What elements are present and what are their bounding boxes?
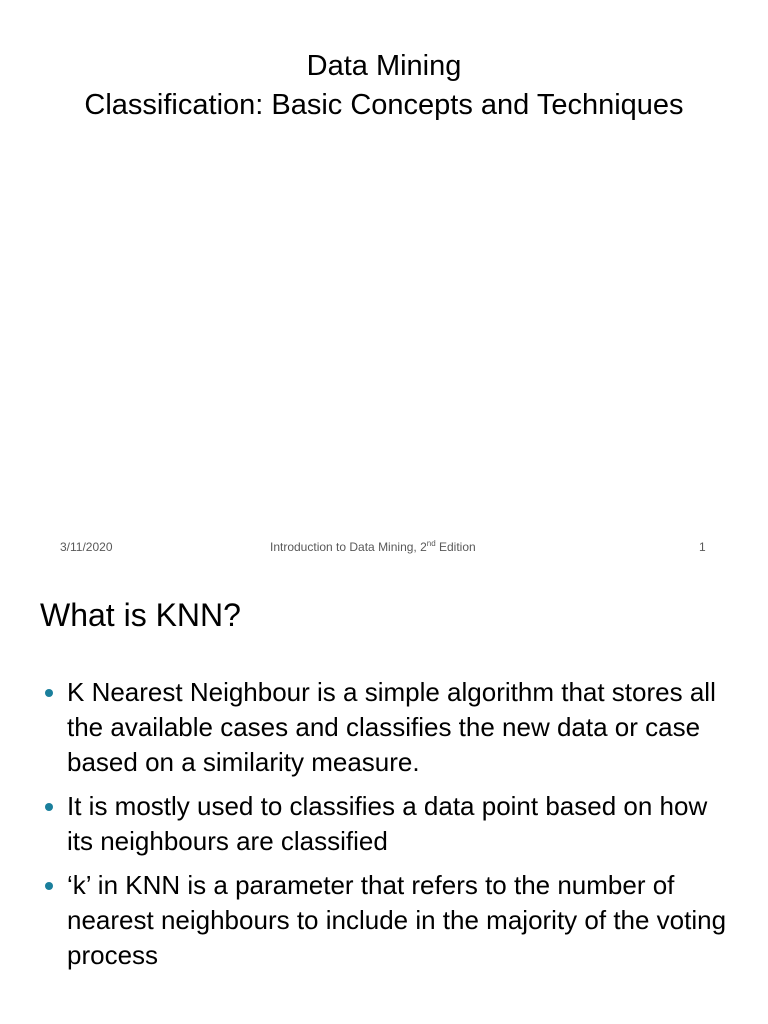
bullet-text: It is mostly used to classifies a data point based on how its neighbours are classified bbox=[67, 791, 708, 856]
footer-date: 3/11/2020 bbox=[60, 540, 113, 554]
footer-edition-word: Edition bbox=[435, 540, 476, 554]
bullet-dot-icon bbox=[45, 803, 53, 811]
knn-slide bbox=[0, 580, 768, 1024]
bullet-list bbox=[40, 675, 740, 982]
footer-edition-suffix: nd bbox=[426, 539, 436, 548]
slide-heading: What is KNN? bbox=[40, 597, 241, 633]
bullet-item bbox=[40, 868, 740, 973]
footer-book-title bbox=[270, 540, 476, 554]
bullet-text: ‘k’ in KNN is a parameter that refers to the number of nearest neighbours to include in the majority of the voting process bbox=[67, 870, 727, 970]
slide-title-line-1: Data Mining bbox=[306, 50, 462, 82]
bullet-dot-icon bbox=[45, 689, 53, 697]
bullet-dot-icon bbox=[45, 882, 53, 890]
bullet-text: K Nearest Neighbour is a simple algorithm that stores all the available cases and classifies the new data or case based on a similarity measure. bbox=[67, 677, 716, 777]
slide-title-line-2: Classification: Basic Concepts and Techniques bbox=[84, 89, 684, 121]
footer-page-number: 1 bbox=[699, 540, 706, 554]
bullet-item bbox=[40, 675, 740, 780]
footer-book-title-text: Introduction to Data Mining, 2 bbox=[270, 540, 427, 554]
bullet-item bbox=[40, 789, 740, 859]
slide-title bbox=[0, 47, 768, 125]
